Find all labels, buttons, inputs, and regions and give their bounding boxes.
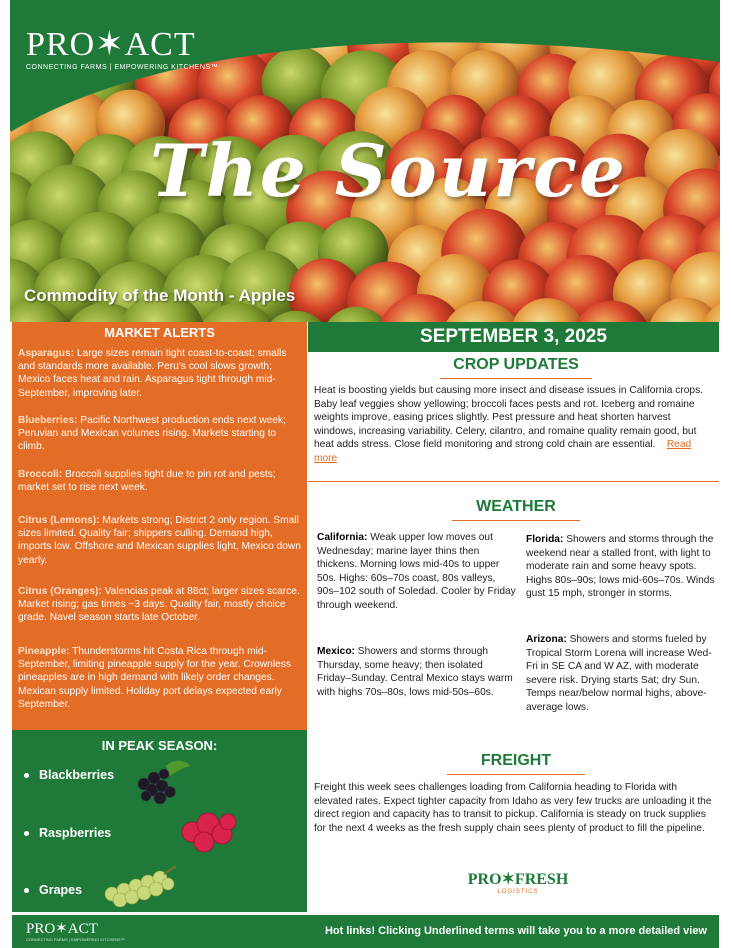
issue-date: SEPTEMBER 3, 2025 (308, 322, 719, 352)
weather-arizona: Arizona: Showers and storms fueled by Tropical Storm Lorena will increase Wed-Fri in SE CA and W AZ, with moderate severe risk. Drying starts Sat; dry Sun. Temps near/below normal highs, above-average lows. (526, 634, 712, 713)
footer-logo: PRO✶ACT (26, 921, 98, 937)
grapes-image (102, 864, 182, 908)
raspberries-image (180, 808, 240, 856)
alert-pineapple[interactable]: Pineapple: Thunderstorms hit Costa Rica through mid-September, limiting pineapple supply for the year. Crownless pineapples are in high demand with likely order changes. Mexican supply limited. Holiday port delays expected early September. (18, 646, 291, 710)
proact-logo: PRO✶ACT (26, 26, 196, 63)
peak-item-blackberries: Blackberries (24, 768, 114, 782)
market-alerts-panel (12, 322, 307, 730)
header-banner (10, 0, 720, 322)
commodity-of-month: Commodity of the Month - Apples (24, 286, 296, 305)
freight-rule (447, 774, 585, 775)
logo-tagline: CONNECTING FARMS | EMPOWERING KITCHENS™ (26, 64, 219, 71)
alert-broccoli[interactable]: Broccoli: Broccoli supplies tight due to pin rot and pests; market set to rise next week. (18, 469, 276, 494)
alert-blueberries[interactable]: Blueberries: Pacific Northwest production ends next week; Peruvian and Mexican volumes rising. Markets starting to climb. (18, 415, 286, 453)
profresh-logo: PRO✶FRESH LOGISTICS (467, 871, 569, 895)
weather-rule (452, 520, 580, 521)
crop-updates-rule (440, 378, 592, 379)
peak-item-grapes: Grapes (24, 883, 82, 897)
blackberries-image (130, 756, 192, 808)
peak-season-panel (12, 730, 307, 912)
weather-florida: Florida: Showers and storms through the weekend near a stalled front, with light to moderate rain and some heavy spots. Highs 80s–90s; lows mid-60s–70s. Winds gust 15 mph, stronger in storms. (526, 534, 715, 600)
weather-california: California: Weak upper low moves out Wednesday; marine layer thins then thickens. Morning lows mid-40s to upper 50s. Highs: 60s–70s coast, 80s valleys, 90s–102 south of Soledad. Cooler by Friday through weekend. (317, 532, 516, 611)
footer-tagline: CONNECTING FARMS | EMPOWERING KITCHENS™ (26, 937, 125, 942)
alert-citrus-oranges[interactable]: Citrus (Oranges): Valencias peak at 88ct; larger sizes scarce. Market rising; gas times ~3 days. Quality fair, mostly choice grade. Navel season starts late October. (18, 586, 300, 624)
section-divider (308, 481, 719, 482)
weather-mexico: Mexico: Showers and storms through Thursday, some heavy; then isolated Friday–Sunday. Central Mexico stays warm with highs 70s–80s, lows mid-50s–60s. (317, 646, 513, 698)
hot-links-note: Hot links! Clicking Underlined terms will take you to a more detailed view (324, 925, 707, 937)
peak-season-heading: IN PEAK SEASON: (101, 738, 218, 753)
newsletter-title: The Source (150, 128, 627, 213)
weather-heading: WEATHER (476, 498, 556, 515)
footer-bar (12, 915, 719, 948)
freight-text: Freight this week sees challenges loading from California heading to Florida with elevated rates. Expect tighter capacity from Idaho as very few trucks are unloading it the direct region and capacity has to transit to pickup. California is steady on truck supplies for the next 4 weeks as the fresh supply chain sees plenty of product to fill the pipeline. (314, 782, 712, 834)
crop-updates-text: Heat is boosting yields but causing more insect and disease issues in California crops. Baby leaf veggies show yellowing; broccoli faces pests and rot. Iceberg and romaine weights improve, easing prices slightly. Pest pressure and heat shorten harvest windows, increasing variability. Celery, cilantro, and romaine quality remain good, but heat adds stress. Close field monitoring and strong cold chain are essential. Read more (314, 385, 704, 464)
read-more-link[interactable]: Read more (314, 439, 692, 464)
peak-item-raspberries: Raspberries (24, 826, 111, 840)
freight-heading: FREIGHT (480, 752, 552, 769)
alert-asparagus[interactable]: Asparagus: Large sizes remain tight coast-to-coast; smalls and standards more available. Peru's cool slows growth; Mexico faces heat and rain. Asparagus tight through mid-September, improving later. (18, 348, 287, 399)
market-alerts-heading: MARKET ALERTS (104, 325, 215, 340)
crop-updates-heading: CROP UPDATES (453, 356, 579, 373)
alert-citrus-lemons[interactable]: Citrus (Lemons): Markets strong; District 2 only region. Small sizes limited. Quality fair; shippers culling. Demand high, imports low. Offshore and Mexican supplies light, Mexico down yearly. (18, 515, 301, 566)
